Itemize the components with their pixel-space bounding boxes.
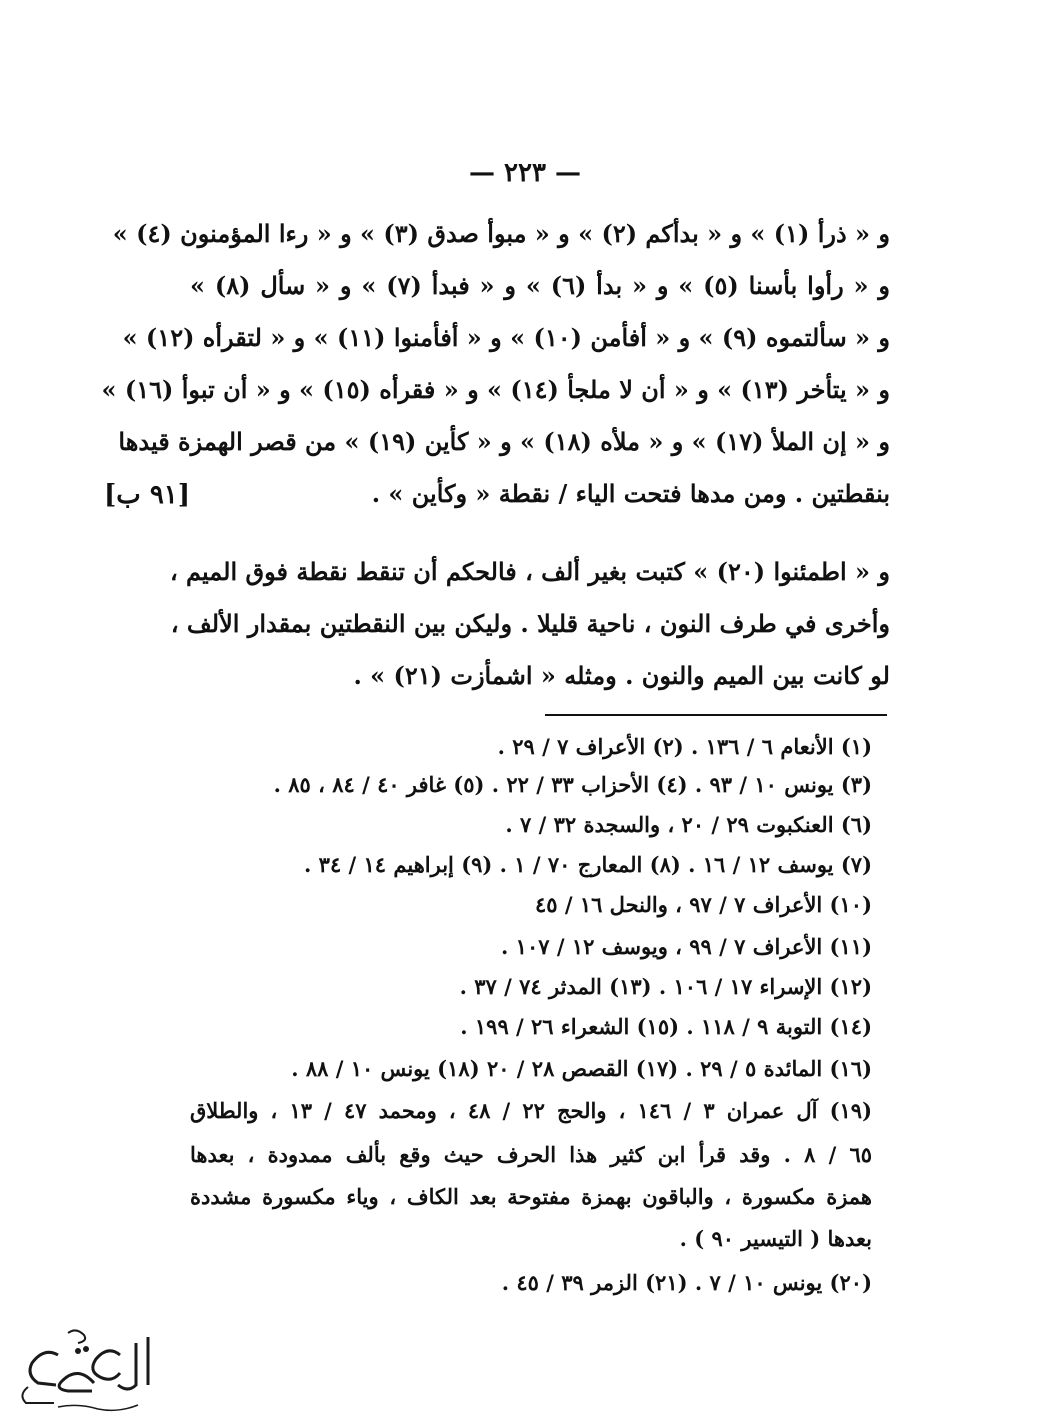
- folio-marker: [٩١ ب]: [104, 480, 191, 510]
- text-line: و « سألتموه (٩) » و « أفأمن (١٠) » و « أفأمنوا (١١) » و « لتقرأه (١٢) »: [122, 323, 890, 352]
- text-line: و « يتأخر (١٣) » و « أن لا ملجأ (١٤) » و « فقرأه (١٥) » و « أن تبوأ (١٦) »: [101, 375, 890, 404]
- footnote-line: (١١) الأعراف ٧ / ٩٩ ، ويوسف ١٢ / ١٠٧ .: [501, 934, 872, 959]
- text-line: و « إن الملأ (١٧) » و « ملأه (١٨) » و « كأين (١٩) » من قصر الهمزة قيدها: [118, 427, 890, 456]
- text-line: بنقطتين . ومن مدها فتحت الياء / نقطة « وكأين » .: [371, 479, 890, 508]
- page-number: — ٢٢٣ —: [468, 158, 582, 188]
- footnote-line: (٧) يوسف ١٢ / ١٦ . (٨) المعارج ٧٠ / ١ . (٩) إبراهيم ١٤ / ٣٤ .: [304, 852, 872, 877]
- footnote-line: ٦٥ / ٨ . وقد قرأ ابن كثير هذا الحرف حيث وقع بألف ممدودة ، بعدها: [190, 1142, 872, 1167]
- library-stamp-logo: [8, 1325, 158, 1415]
- text-line: و « رأوا بأسنا (٥) » و « بدأ (٦) » و « فبدأ (٧) » و « سأل (٨) »: [190, 271, 890, 300]
- text-line: لو كانت بين الميم والنون . ومثله « اشمأزت (٢١) » .: [353, 661, 890, 690]
- footnote-line: (٢٠) يونس ١٠ / ٧ . (٢١) الزمر ٣٩ / ٤٥ .: [501, 1270, 872, 1295]
- footnote-line: (١) الأنعام ٦ / ١٣٦ . (٢) الأعراف ٧ / ٢٩ .: [497, 734, 872, 759]
- footnote-line: (١٤) التوبة ٩ / ١١٨ . (١٥) الشعراء ٢٦ / ١٩٩ .: [460, 1014, 872, 1039]
- text-line: وأخرى في طرف النون ، ناحية قليلا . وليكن بين النقطتين بمقدار الألف ،: [170, 609, 890, 638]
- footnote-line: (١٠) الأعراف ٧ / ٩٧ ، والنحل ١٦ / ٤٥: [534, 892, 872, 917]
- footnote-line: (٣) يونس ١٠ / ٩٣ . (٤) الأحزاب ٣٣ / ٢٢ . (٥) غافر ٤٠ / ٨٤ ، ٨٥ .: [273, 772, 872, 797]
- stamp-calligraphy: [8, 1325, 158, 1415]
- footnote-line: (٦) العنكبوت ٢٩ / ٢٠ ، والسجدة ٣٢ / ٧ .: [505, 812, 872, 837]
- text-line: و « اطمئنوا (٢٠) » كتبت بغير ألف ، فالحكم أن تنقط نقطة فوق الميم ،: [169, 557, 890, 586]
- footnote-line: بعدها ( التيسير ٩٠ ) .: [679, 1226, 872, 1251]
- footnote-line: (١٦) المائدة ٥ / ٢٩ . (١٧) القصص ٢٨ / ٢٠ (١٨) يونس ١٠ / ٨٨ .: [291, 1056, 872, 1081]
- footnote-separator: [545, 714, 887, 716]
- text-line: و « ذرأ (١) » و « بدأكم (٢) » و « مبوأ صدق (٣) » و « رءا المؤمنون (٤) »: [112, 219, 890, 248]
- footnote-line: (١٩) آل عمران ٣ / ١٤٦ ، والحج ٢٢ / ٤٨ ، ومحمد ٤٧ / ١٣ ، والطلاق: [190, 1098, 873, 1123]
- footnote-line: همزة مكسورة ، والباقون بهمزة مفتوحة بعد الكاف ، وياء مكسورة مشددة: [190, 1184, 872, 1209]
- footnote-line: (١٢) الإسراء ١٧ / ١٠٦ . (١٣) المدثر ٧٤ / ٣٧ .: [459, 974, 872, 999]
